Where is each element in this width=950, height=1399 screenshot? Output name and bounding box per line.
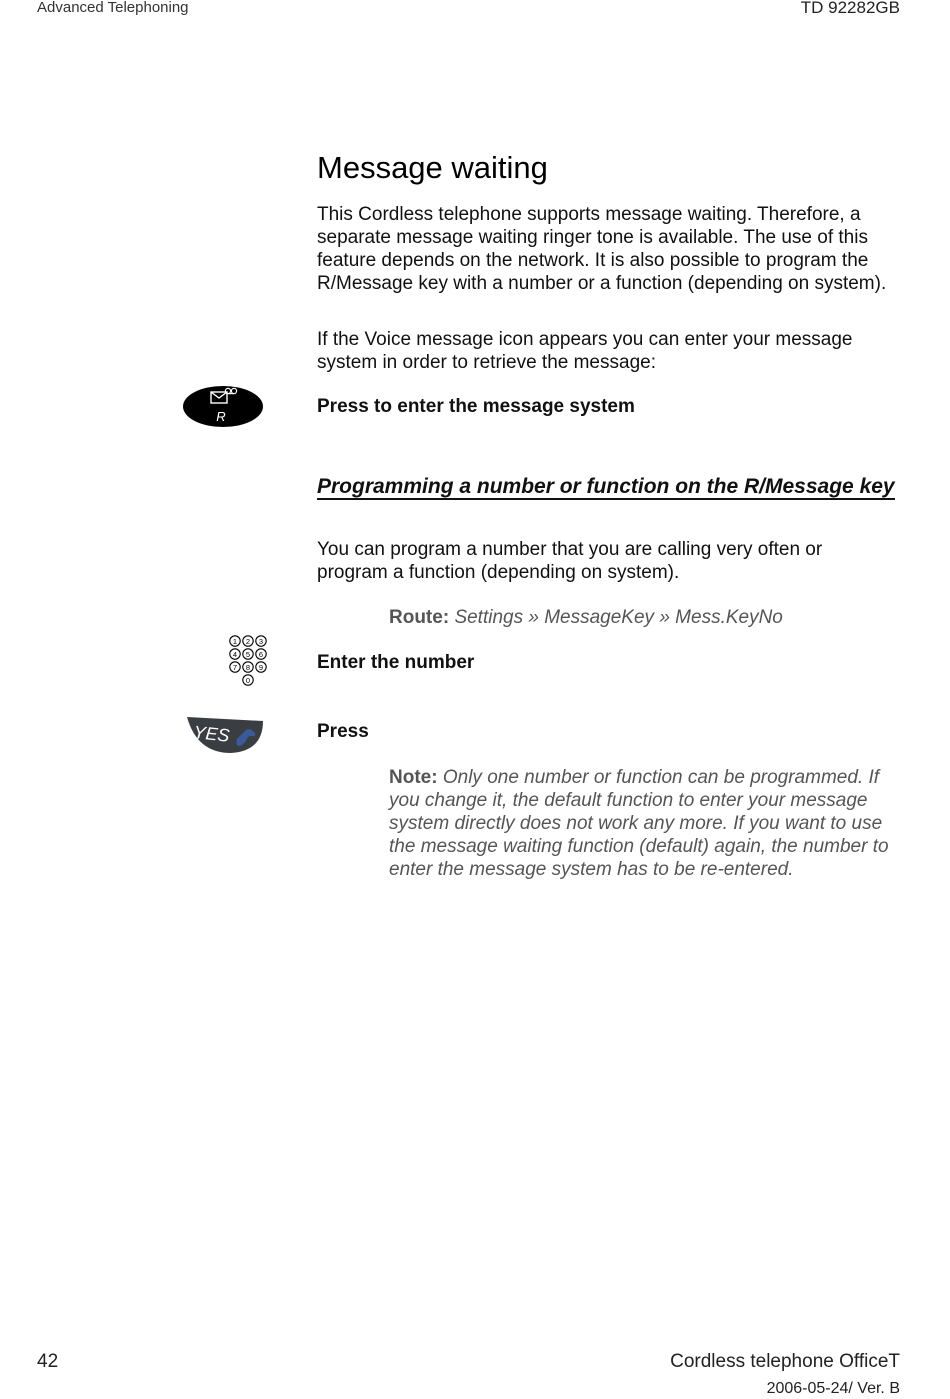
note-label: Note: — [389, 767, 438, 788]
subheading-text: Programming a number or function on the R/Message key — [317, 475, 895, 498]
note-text: Only one number or function can be programmed. If you change it, the default function to enter your message system directly does not work any more. If you want to use the message waiting function (default) again, the number to enter the message system has to be re-entered. — [389, 767, 889, 880]
keypad-digit-3 — [256, 636, 266, 646]
intro-paragraph: This Cordless telephone supports message waiting. Therefore, a separate message waiting ringer tone is available. The use of this feature depends on the network. It is also possible to program the R/Message key with a number or a function (depending on system). — [317, 204, 887, 294]
voice-message-paragraph: If the Voice message icon appears you can enter your message system in order to retrieve the message: — [317, 329, 853, 373]
step-press: Press — [317, 721, 369, 742]
svg-text:0: 0 — [245, 675, 251, 685]
yes-key-icon — [185, 715, 265, 755]
svg-text:7: 7 — [232, 662, 238, 672]
r-message-key-icon — [183, 386, 263, 427]
header-section-title: Advanced Telephoning — [37, 0, 189, 16]
svg-text:6: 6 — [258, 649, 264, 659]
keypad-digit-2 — [243, 636, 253, 646]
keypad-digit-8 — [243, 662, 253, 672]
yes-key-label: YES — [192, 722, 231, 746]
footer-product-name: Cordless telephone OfficeT — [670, 1351, 900, 1372]
header-doc-number: TD 92282GB — [800, 0, 900, 17]
program-paragraph: You can program a number that you are calling very often or program a function (depending on system). — [317, 539, 823, 583]
svg-text:1: 1 — [232, 636, 238, 646]
keypad-digit-4 — [230, 649, 240, 659]
footer-version: 2006-05-24/ Ver. B — [766, 1380, 900, 1397]
keypad-digit-6 — [256, 649, 266, 659]
svg-text:4: 4 — [232, 649, 238, 659]
route-path — [389, 607, 783, 629]
svg-text:3: 3 — [258, 636, 264, 646]
page-number: 42 — [37, 1351, 59, 1372]
page-title: Message waiting — [317, 150, 548, 185]
svg-text:2: 2 — [245, 636, 251, 646]
step-enter-message-system: Press to enter the message system — [317, 396, 635, 417]
keypad-icon — [227, 634, 269, 690]
route-value: Settings » MessageKey » Mess.KeyNo — [454, 607, 783, 628]
keypad-digit-0 — [243, 675, 253, 685]
keypad-digit-7 — [230, 662, 240, 672]
svg-text:9: 9 — [258, 662, 264, 672]
keypad-digit-5 — [243, 649, 253, 659]
step-enter-number: Enter the number — [317, 652, 475, 673]
svg-text:8: 8 — [245, 662, 251, 672]
note-paragraph — [389, 766, 904, 881]
keypad-digit-9 — [256, 662, 266, 672]
keypad-digit-1 — [230, 636, 240, 646]
section-subheading — [317, 474, 895, 499]
r-key-letter: R — [216, 409, 226, 424]
svg-text:5: 5 — [245, 649, 251, 659]
route-label: Route: — [389, 607, 450, 628]
